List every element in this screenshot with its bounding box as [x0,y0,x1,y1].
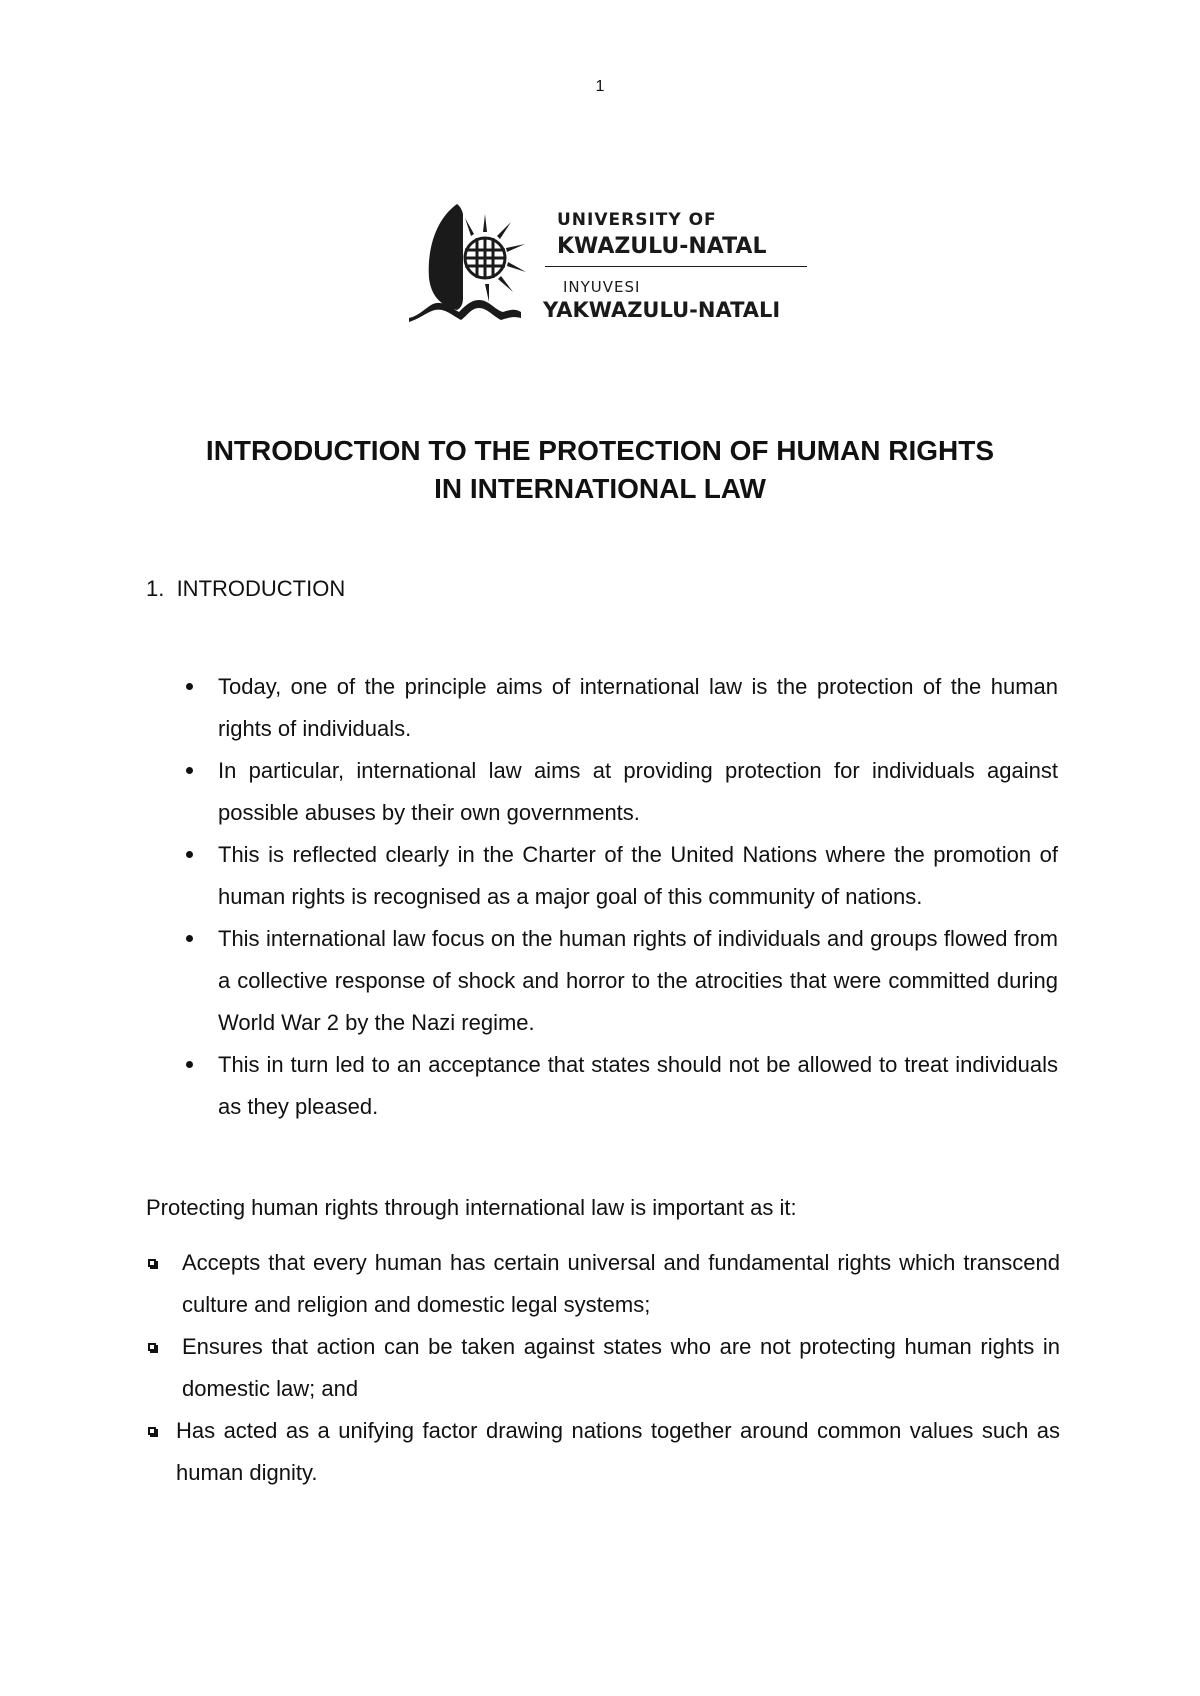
list-item-text: In particular, international law aims at providing protection for individuals against possible abuses by their own governments. [218,758,1058,825]
list-item-text: Accepts that every human has certain universal and fundamental rights which transcend culture and religion and domestic legal systems; [182,1250,1060,1317]
list-item-text: Has acted as a unifying factor drawing nations together around common values such as human dignity. [176,1418,1060,1485]
list-item [148,834,1058,918]
checkbox-bullet-icon [148,1427,156,1435]
bullet-icon [186,1061,193,1068]
list-item [146,1410,1060,1494]
list-item [148,1044,1058,1128]
page-number: 1 [595,78,605,95]
list-item [148,750,1058,834]
section-heading: 1. INTRODUCTION [146,576,346,601]
list-item [146,1326,1060,1410]
list-item-text: This in turn led to an acceptance that states should not be allowed to treat individuals as they pleased. [218,1052,1058,1119]
logo-divider [545,266,807,267]
logo-yakwazulu-natali: YAKWAZULU-NATALI [543,298,781,322]
list-item [148,918,1058,1044]
bullet-list [148,666,1058,1128]
logo-university-of: UNIVERSITY OF [557,210,717,230]
title-line-2: IN INTERNATIONAL LAW [434,473,766,504]
list-item [148,666,1058,750]
bullet-icon [186,935,193,942]
bullet-icon [186,851,193,858]
checkbox-bullet-icon [148,1259,156,1267]
list-item-text: Ensures that action can be taken against states who are not protecting human rights in domestic law; and [182,1334,1060,1401]
list-item-text: This is reflected clearly in the Charter of the United Nations where the promotion of human rights is recognised as a major goal of this community of nations. [218,842,1058,909]
list-item [146,1242,1060,1326]
university-logo [405,200,810,332]
checkbox-bullet-icon [148,1343,156,1351]
intro-paragraph: Protecting human rights through international law is important as it: [146,1195,797,1220]
logo-inyuvesi: INYUVESI [563,278,641,296]
bullet-icon [186,767,193,774]
bullet-icon [186,683,193,690]
list-item-text: Today, one of the principle aims of international law is the protection of the human rights of individuals. [218,674,1058,741]
document-title [100,432,1100,508]
title-line-1: INTRODUCTION TO THE PROTECTION OF HUMAN RIGHTS [205,435,995,466]
checkbox-list [146,1242,1060,1494]
logo-kwazulu-natal: KWAZULU-NATAL [557,234,767,259]
list-item-text: This international law focus on the human rights of individuals and groups flowed from a collective response of shock and horror to the atrocities that were committed during World War 2 by the Nazi regime. [218,926,1058,1035]
shield-emblem-icon [405,200,535,332]
